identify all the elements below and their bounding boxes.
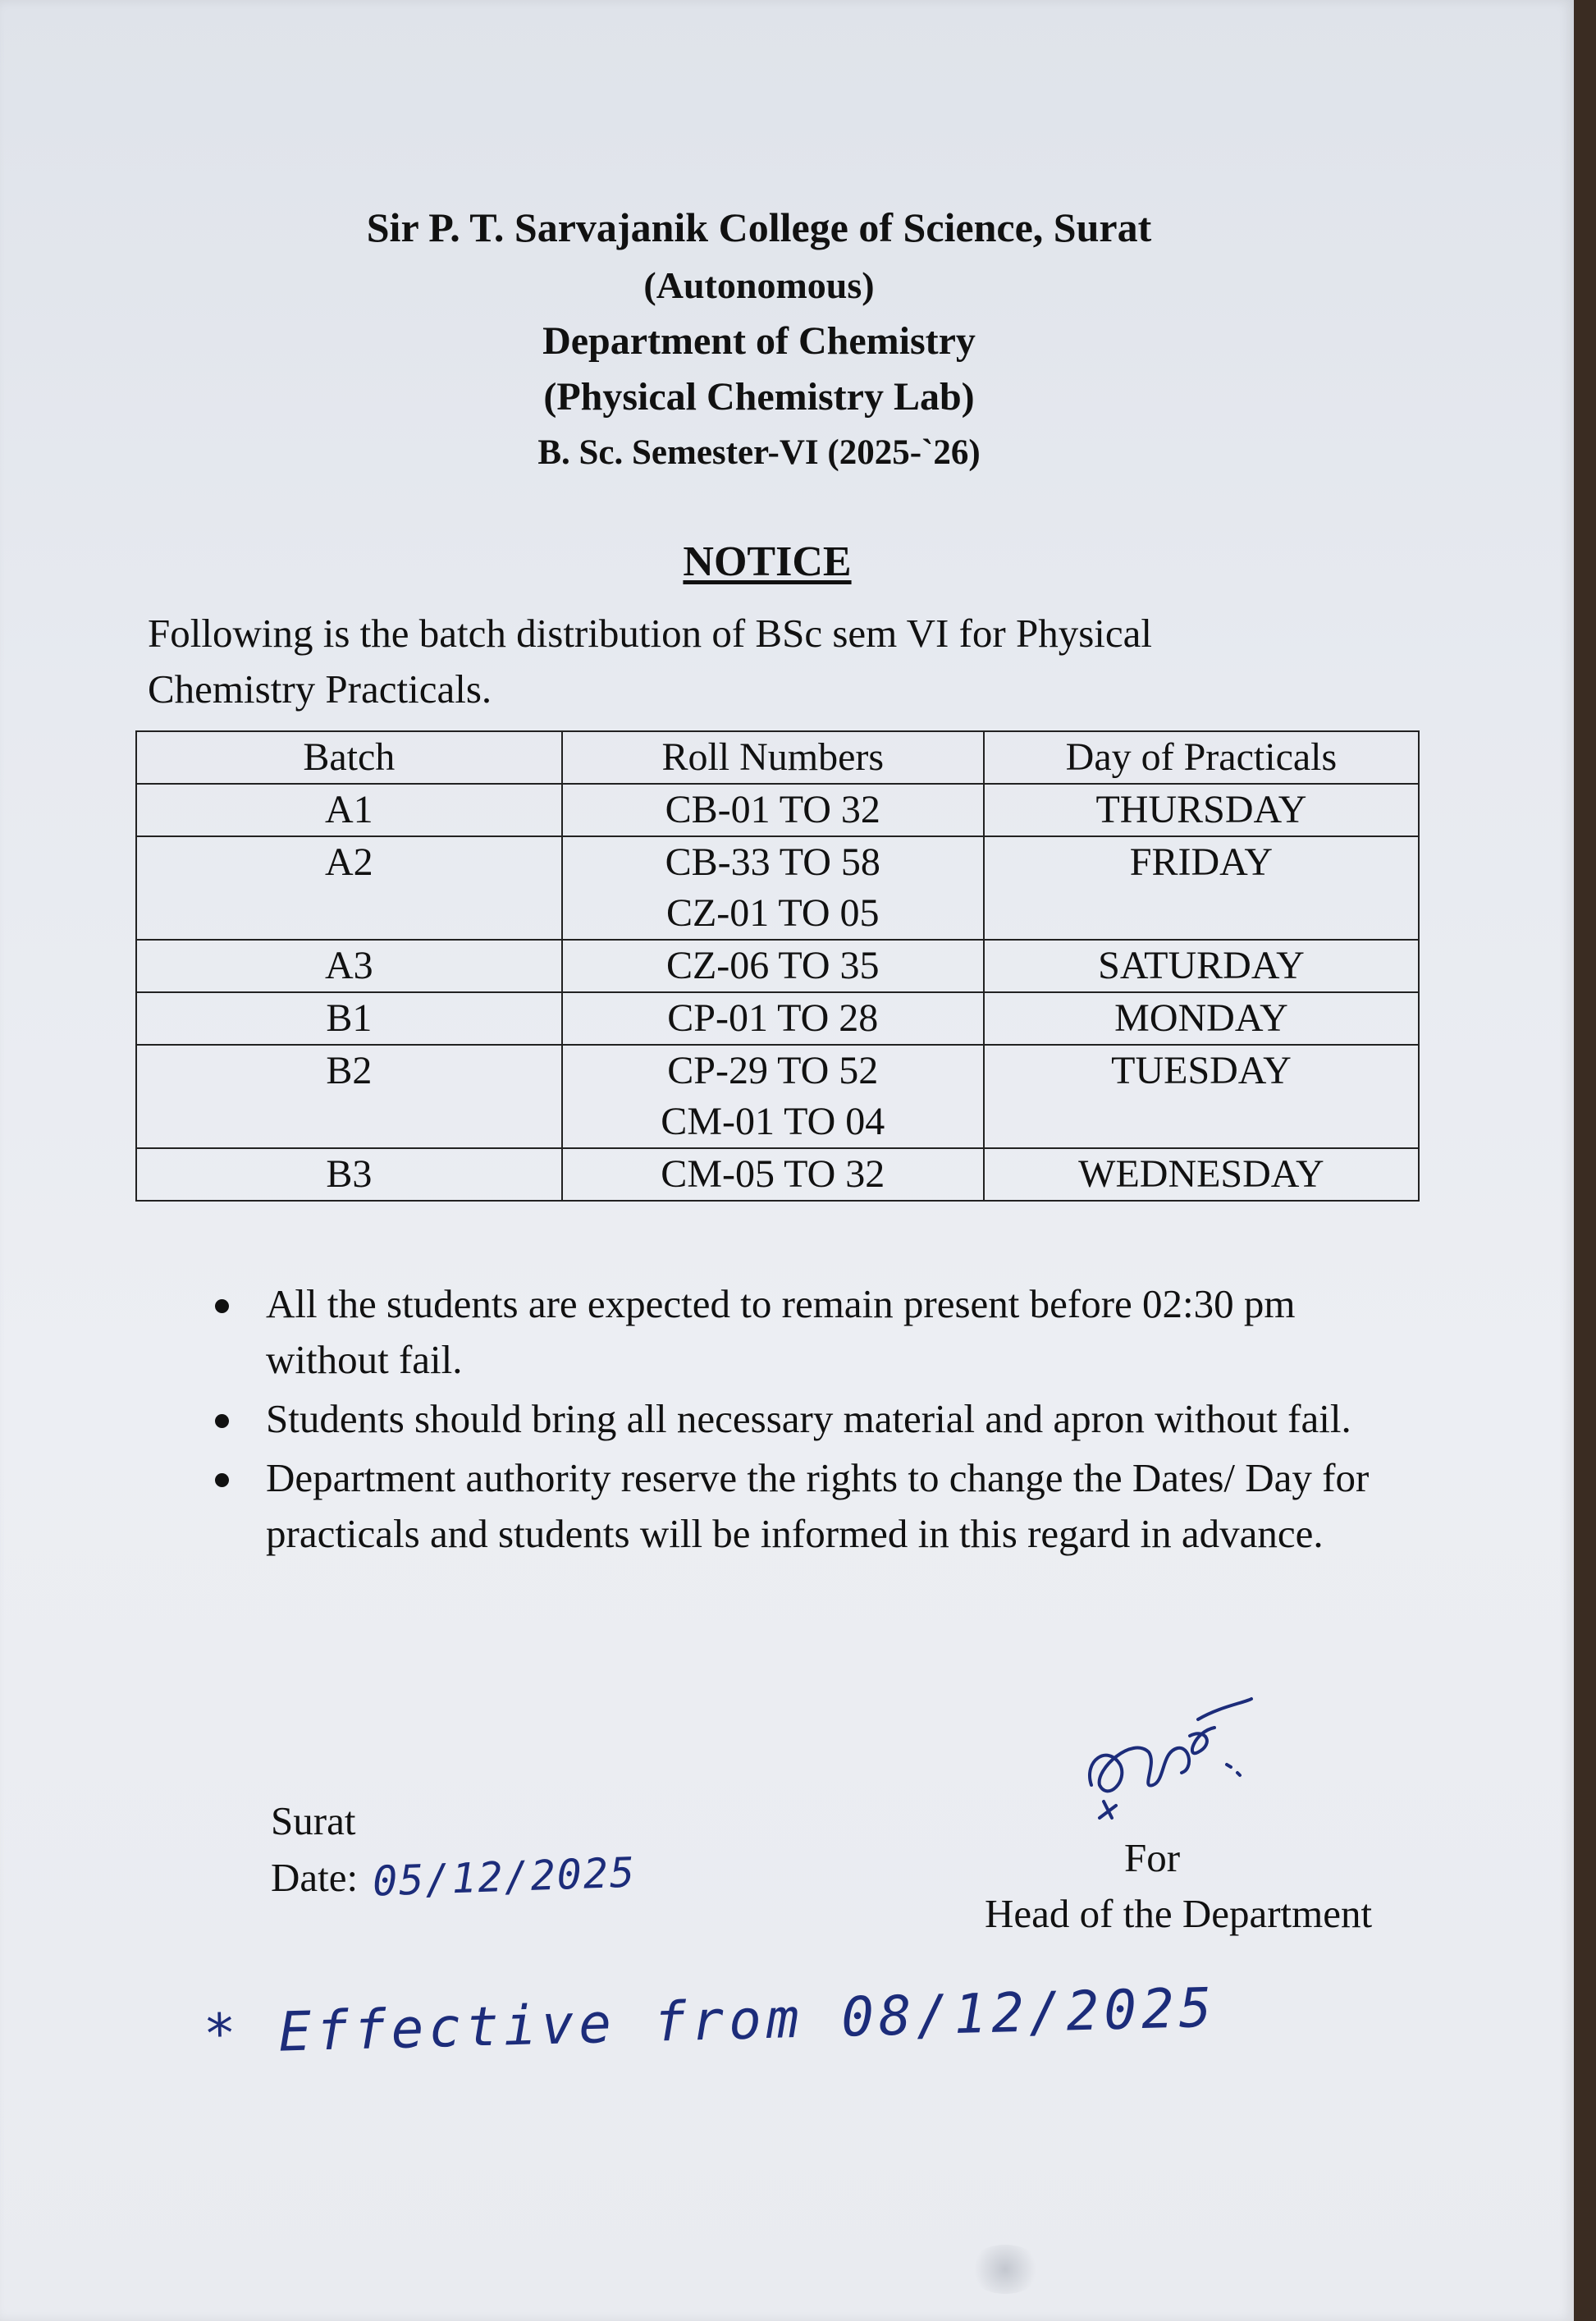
header-roll-numbers: Roll Numbers [562,731,984,784]
roll-range: CB-01 TO 32 [665,788,880,831]
roll-range: CB-33 TO 58 [665,840,880,884]
day-cell: WEDNESDAY [984,1148,1419,1201]
table-row [136,1148,1419,1201]
list-item [215,1276,1413,1388]
place-label: Surat [271,1798,356,1843]
signatory-title: Head of the Department [985,1891,1373,1936]
batch-cell: A3 [136,940,562,992]
table-row [136,784,1419,836]
lab-name: (Physical Chemistry Lab) [543,375,975,419]
roll-range: CM-05 TO 32 [661,1152,885,1196]
college-status: (Autonomous) [643,264,875,306]
date-line [271,1848,638,1906]
signatory-for: For [1124,1835,1181,1880]
date-label: Date: [271,1855,359,1900]
bullet-icon [215,1414,229,1428]
notice-heading: NOTICE [683,538,852,585]
table-row [136,1045,1419,1148]
table-row [136,940,1419,992]
semester-line: B. Sc. Semester-VI (2025-`26) [537,433,981,472]
list-item [215,1450,1413,1562]
day-cell: MONDAY [984,992,1419,1045]
roll-range: CZ-01 TO 05 [665,891,880,935]
roll-range: CP-29 TO 52 [667,1049,879,1092]
table-row [136,992,1419,1045]
day-cell: TUESDAY [984,1045,1419,1148]
instruction-list [215,1276,1413,1565]
roll-range: CM-01 TO 04 [661,1100,885,1143]
roll-cell [562,1045,984,1148]
department-name: Department of Chemistry [542,319,976,363]
batch-cell: A1 [136,784,562,836]
bullet-icon [215,1473,229,1487]
batch-cell: B2 [136,1045,562,1148]
date-value: 05/12/2025 [372,1848,638,1906]
header-batch: Batch [136,731,562,784]
roll-cell [562,836,984,940]
list-item [215,1391,1413,1447]
roll-cell [562,940,984,992]
table-row [136,836,1419,940]
batch-table [135,730,1420,1202]
instruction-text: All the students are expected to remain present before 02:30 pm without fail. [266,1281,1296,1382]
roll-cell [562,1148,984,1201]
roll-range: CP-01 TO 28 [667,996,879,1040]
day-cell: FRIDAY [984,836,1419,940]
day-cell: THURSDAY [984,784,1419,836]
college-name: Sir P. T. Sarvajanik College of Science, Surat [366,204,1152,250]
effective-date-note: * Effective from 08/12/2025 [202,1975,1218,2066]
roll-cell [562,992,984,1045]
table-header-row [136,731,1419,784]
batch-cell: B1 [136,992,562,1045]
paper-smudge [968,2245,1042,2294]
batch-cell: B3 [136,1148,562,1201]
roll-range: CZ-06 TO 35 [665,944,880,987]
header-day: Day of Practicals [984,731,1419,784]
intro-text: Following is the batch distribution of BSc sem VI for Physical Chemistry Practicals. [148,611,1153,712]
signature-mark [1075,1687,1255,1851]
instruction-text: Students should bring all necessary material and apron without fail. [266,1396,1351,1441]
bullet-icon [215,1299,229,1313]
day-cell: SATURDAY [984,940,1419,992]
roll-cell [562,784,984,836]
instruction-text: Department authority reserve the rights to change the Dates/ Day for practicals and students will be informed in this regard in advance. [266,1455,1370,1556]
batch-cell: A2 [136,836,562,940]
